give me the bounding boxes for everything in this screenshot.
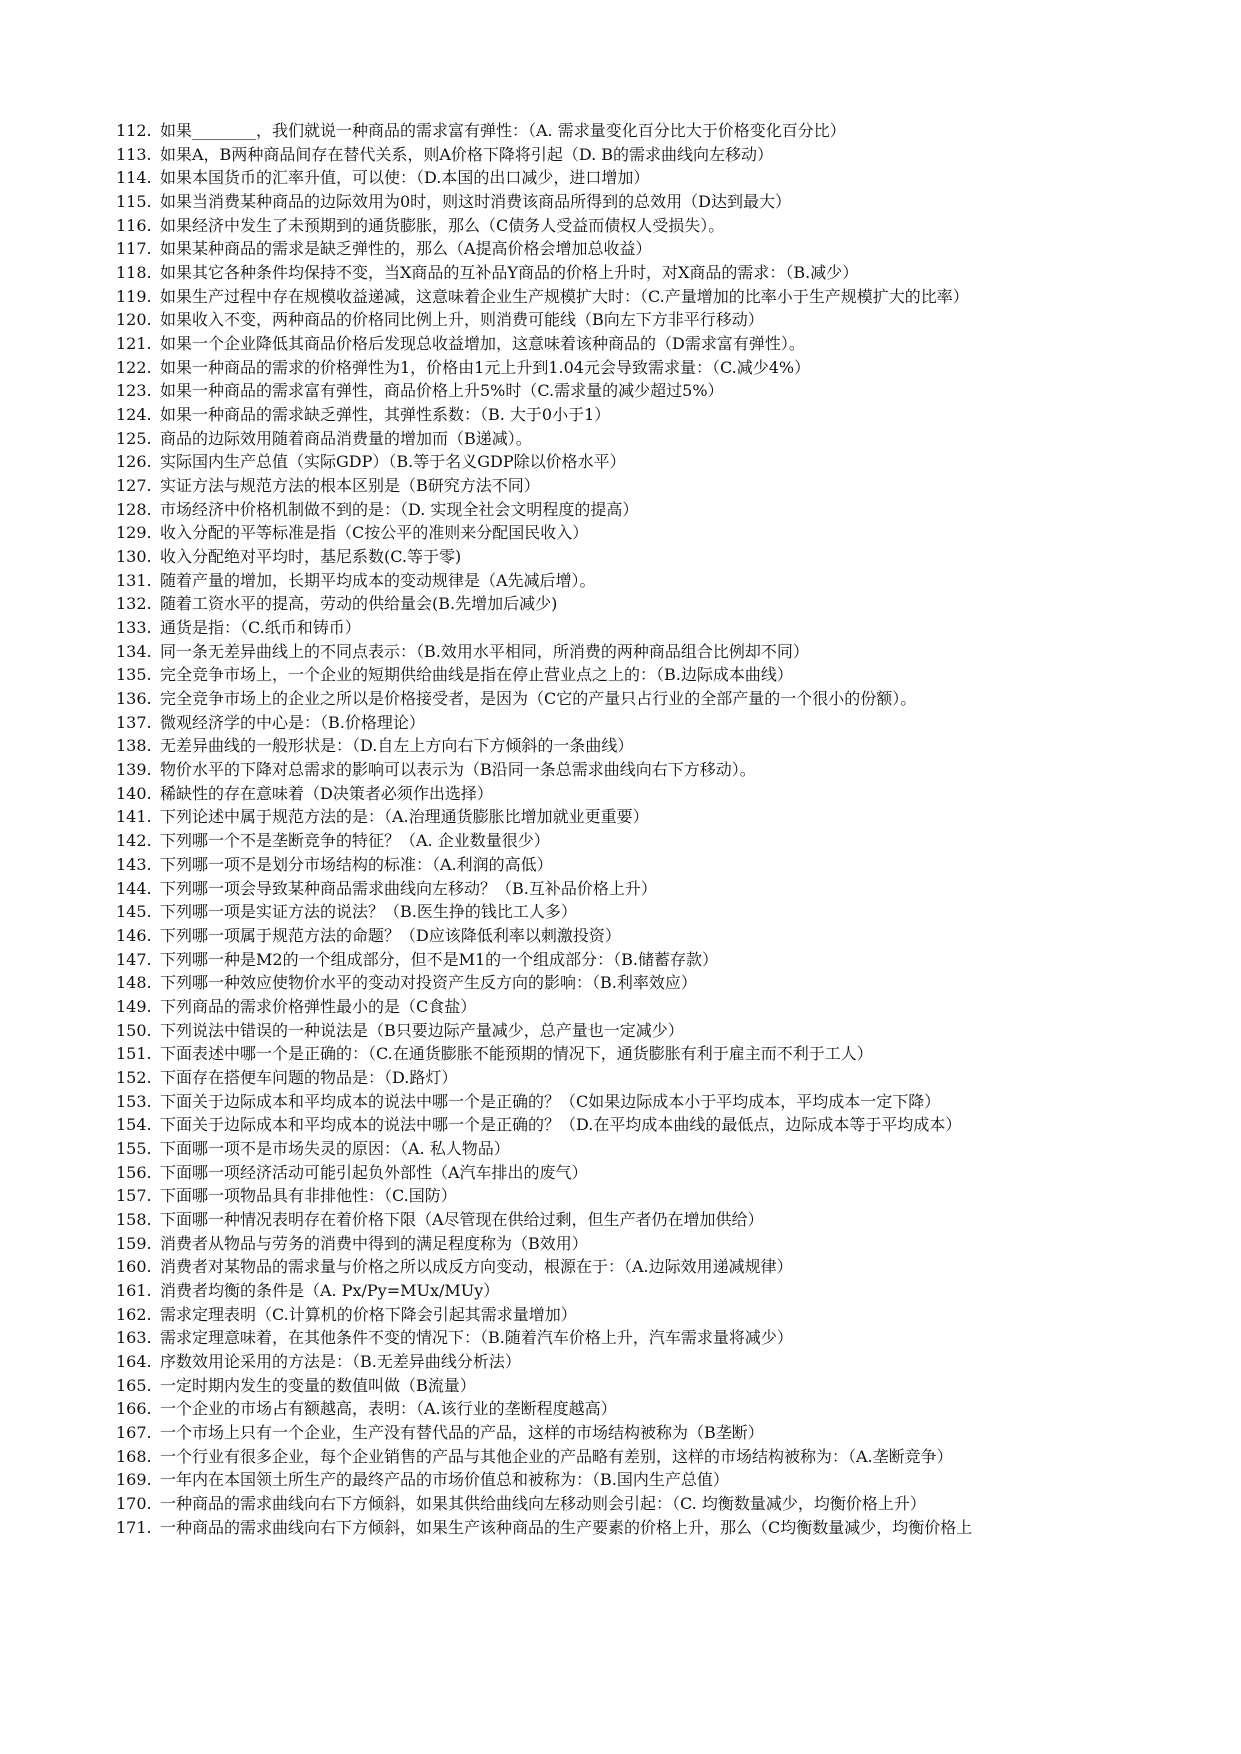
item-number: 139. [116,760,152,780]
item-text: 如果________，我们就说一种商品的需求富有弹性：（A. 需求量变化百分比大于价格变化百分比） [160,121,846,140]
item-number: 153. [116,1091,152,1111]
list-item [116,1326,1226,1350]
list-item [116,1161,1226,1185]
item-number: 159. [116,1233,152,1253]
item-text: 下列哪一项是实证方法的说法？（B.医生挣的钱比工人多） [160,902,577,922]
list-item [116,1232,1226,1256]
list-item [116,592,1226,616]
item-text: 下列哪一项会导致某种商品需求曲线向左移动？（B.互补品价格上升） [160,878,657,898]
item-text: 物价水平的下降对总需求的影响可以表示为（B沿同一条总需求曲线向右下方移动）。 [160,760,756,780]
list-item [116,711,1226,735]
item-text: 如果生产过程中存在规模收益递减，这意味着企业生产规模扩大时：（C.产量增加的比率小于生产规模扩大的比率） [160,286,969,306]
item-number: 122. [116,357,152,377]
item-text: 下列论述中属于规范方法的是：（A.治理通货膨胀比增加就业更重要） [160,807,649,827]
list-item [116,450,1226,474]
list-item [116,379,1226,403]
list-item [116,1397,1226,1421]
item-number: 142. [116,831,152,851]
item-number: 158. [116,1209,152,1229]
item-text: 下面关于边际成本和平均成本的说法中哪一个是正确的？（C如果边际成本小于平均成本，平均成本一定下降） [160,1091,941,1111]
item-number: 140. [116,783,152,803]
item-number: 141. [116,807,152,827]
item-text: 实证方法与规范方法的根本区别是（B研究方法不同） [160,476,540,496]
item-text: 下面哪一项不是市场失灵的原因：（A. 私人物品） [160,1138,510,1158]
list-item [116,663,1226,687]
item-number: 143. [116,854,152,874]
list-item [116,1492,1226,1516]
item-number: 132. [116,594,152,614]
list-item [116,237,1226,261]
item-number: 118. [116,263,152,283]
item-text: 如果一种商品的需求缺乏弹性，其弹性系数：（B. 大于0小于1） [160,405,611,425]
item-number: 130. [116,547,152,567]
item-text: 下列哪一项不是划分市场结构的标准：（A.利润的高低） [160,854,553,874]
list-item [116,734,1226,758]
item-text: 下面关于边际成本和平均成本的说法中哪一个是正确的？（D.在平均成本曲线的最低点，边际成本等于平均成本） [160,1115,962,1135]
item-number: 146. [116,925,152,945]
item-text: 消费者从物品与劳务的消费中得到的满足程度称为（B效用） [160,1233,588,1253]
list-item [116,1445,1226,1469]
item-text: 完全竞争市场上的企业之所以是价格接受者，是因为（C它的产量只占行业的全部产量的一个很小的份额）。 [160,689,917,709]
item-number: 116. [116,215,152,235]
list-item [116,1468,1226,1492]
item-number: 112. [116,121,152,140]
list-item [116,474,1226,498]
list-item [116,1019,1226,1043]
item-number: 148. [116,973,152,993]
item-text: 收入分配绝对平均时，基尼系数(C.等于零) [160,547,462,567]
list-item [116,1137,1226,1161]
item-number: 124. [116,405,152,425]
list-item [116,308,1226,332]
item-text: 下列哪一项属于规范方法的命题？（D应该降低利率以刺激投资） [160,925,621,945]
list-item [116,782,1226,806]
list-item [116,640,1226,664]
item-text: 一个企业的市场占有额越高，表明：（A.该行业的垄断程度越高） [160,1399,617,1419]
list-item [116,853,1226,877]
item-text: 需求定理表明（C.计算机的价格下降会引起其需求量增加） [160,1304,577,1324]
list-item [116,758,1226,782]
item-text: 如果某种商品的需求是缺乏弹性的，那么（A提高价格会增加总收益） [160,239,652,259]
item-number: 155. [116,1138,152,1158]
item-number: 145. [116,902,152,922]
item-number: 134. [116,641,152,661]
list-item [116,616,1226,640]
item-text: 一个行业有很多企业，每个企业销售的产品与其他企业的产品略有差别，这样的市场结构被称为：（A.垄断竞争） [160,1446,953,1466]
list-item [116,900,1226,924]
list-item [116,1255,1226,1279]
item-text: 如果一种商品的需求富有弹性，商品价格上升5%时（C.需求量的减少超过5%） [160,381,724,401]
list-item [116,687,1226,711]
list-item [116,1374,1226,1398]
list-item [116,1303,1226,1327]
item-number: 119. [116,286,152,306]
item-text: 随着工资水平的提高，劳动的供给量会(B.先增加后减少) [160,594,558,614]
list-item [116,1113,1226,1137]
item-text: 消费者对某物品的需求量与价格之所以成反方向变动，根源在于：（A.边际效用递减规律） [160,1257,793,1277]
item-number: 165. [116,1375,152,1395]
item-text: 随着产量的增加，长期平均成本的变动规律是（A先减后增）。 [160,570,596,590]
item-text: 如果其它各种条件均保持不变，当X商品的互补品Y商品的价格上升时，对X商品的需求：（B.减少） [160,263,859,283]
item-text: 下列说法中错误的一种说法是（B只要边际产量减少，总产量也一定减少） [160,1020,684,1040]
list-item [116,521,1226,545]
item-number: 157. [116,1186,152,1206]
item-text: 收入分配的平等标准是指（C按公平的准则来分配国民收入） [160,523,589,543]
item-text: 通货是指：（C.纸币和铸币） [160,618,361,638]
item-text: 一年内在本国领土所生产的最终产品的市场价值总和被称为：（B.国内生产总值） [160,1470,729,1490]
item-text: 下列哪一个不是垄断竞争的特征？（A. 企业数量很少） [160,831,550,851]
list-item [116,1421,1226,1445]
item-number: 150. [116,1020,152,1040]
item-text: 稀缺性的存在意味着（D决策者必须作出选择） [160,783,493,803]
item-text: 完全竞争市场上，一个企业的短期供给曲线是指在停止营业点之上的：（B.边际成本曲线） [160,665,793,685]
item-number: 126. [116,452,152,472]
item-text: 如果一种商品的需求的价格弹性为1，价格由1元上升到1.04元会导致需求量：（C.减少4%） [160,357,811,377]
item-number: 152. [116,1067,152,1087]
item-number: 137. [116,712,152,732]
item-text: 下列哪一种是M2的一个组成部分，但不是M1的一个组成部分：（B.储蓄存款） [160,949,718,969]
item-text: 序数效用论采用的方法是：（B.无差异曲线分析法） [160,1351,521,1371]
list-item [116,285,1226,309]
item-text: 下列商品的需求价格弹性最小的是（C食盐） [160,996,477,1016]
list-item [116,1279,1226,1303]
item-number: 129. [116,523,152,543]
item-number: 162. [116,1304,152,1324]
item-number: 147. [116,949,152,969]
item-text: 一定时期内发生的变量的数值叫做（B流量） [160,1375,476,1395]
list-item [116,1350,1226,1374]
item-number: 125. [116,428,152,448]
item-number: 133. [116,618,152,638]
item-text: 消费者均衡的条件是（A. Px/Py=MUx/MUy） [160,1280,500,1300]
list-item [116,427,1226,451]
item-number: 127. [116,476,152,496]
list-item [116,119,1226,143]
item-number: 171. [116,1517,152,1537]
item-text: 如果经济中发生了未预期到的通货膨胀，那么（C债务人受益而债权人受损失）。 [160,215,725,235]
item-number: 169. [116,1470,152,1490]
item-number: 168. [116,1446,152,1466]
item-number: 170. [116,1493,152,1513]
question-list [116,119,1226,1539]
item-number: 115. [116,192,152,212]
item-text: 同一条无差异曲线上的不同点表示：（B.效用水平相同，所消费的两种商品组合比例却不同） [160,641,809,661]
item-number: 160. [116,1257,152,1277]
item-number: 131. [116,570,152,590]
item-number: 166. [116,1399,152,1419]
list-item [116,403,1226,427]
item-text: 如果A，B两种商品间存在替代关系，则A价格下降将引起（D. B的需求曲线向左移动） [160,144,774,164]
item-text: 下面表述中哪一个是正确的：（C.在通货膨胀不能预期的情况下，通货膨胀有利于雇主而不利于工人） [160,1044,873,1064]
item-text: 下面哪一项经济活动可能引起负外部性（A汽车排出的废气） [160,1162,588,1182]
item-text: 商品的边际效用随着商品消费量的增加而（B递减）。 [160,428,532,448]
item-number: 164. [116,1351,152,1371]
item-number: 113. [116,144,152,164]
list-item [116,1184,1226,1208]
item-number: 144. [116,878,152,898]
item-number: 123. [116,381,152,401]
item-number: 161. [116,1280,152,1300]
item-text: 下面哪一种情况表明存在着价格下限（A尽管现在供给过剩，但生产者仍在增加供给） [160,1209,764,1229]
item-number: 149. [116,996,152,1016]
list-item [116,1066,1226,1090]
list-item [116,877,1226,901]
list-item [116,190,1226,214]
list-item [116,261,1226,285]
item-text: 无差异曲线的一般形状是：（D.自左上方向右下方倾斜的一条曲线） [160,736,634,756]
list-item [116,971,1226,995]
item-text: 下面哪一项物品具有非排他性：（C.国防） [160,1186,457,1206]
list-item [116,214,1226,238]
list-item [116,1090,1226,1114]
list-item [116,569,1226,593]
item-text: 下面存在搭便车问题的物品是：（D.路灯） [160,1067,458,1087]
item-number: 135. [116,665,152,685]
list-item [116,143,1226,167]
list-item [116,1516,1226,1540]
item-text: 微观经济学的中心是：（B.价格理论） [160,712,425,732]
list-item [116,545,1226,569]
item-text: 下列哪一种效应使物价水平的变动对投资产生反方向的影响：（B.利率效应） [160,973,697,993]
item-number: 138. [116,736,152,756]
item-text: 需求定理意味着，在其他条件不变的情况下：（B.随着汽车价格上升，汽车需求量将减少） [160,1328,793,1348]
item-text: 一种商品的需求曲线向右下方倾斜，如果生产该种商品的生产要素的价格上升，那么（C均衡数量减少，均衡价格上 [160,1517,973,1537]
list-item [116,805,1226,829]
item-number: 117. [116,239,152,259]
list-item [116,166,1226,190]
item-text: 一个市场上只有一个企业，生产没有替代品的产品，这样的市场结构被称为（B垄断） [160,1422,764,1442]
item-number: 114. [116,168,152,188]
item-number: 151. [116,1044,152,1064]
item-text: 如果收入不变，两种商品的价格同比例上升，则消费可能线（B向左下方非平行移动） [160,310,764,330]
list-item [116,356,1226,380]
item-number: 154. [116,1115,152,1135]
list-item [116,332,1226,356]
item-text: 如果本国货币的汇率升值，可以使：（D.本国的出口减少，进口增加） [160,168,650,188]
item-number: 120. [116,310,152,330]
list-item [116,1042,1226,1066]
item-text: 市场经济中价格机制做不到的是：（D. 实现全社会文明程度的提高） [160,499,639,519]
item-number: 163. [116,1328,152,1348]
item-text: 一种商品的需求曲线向右下方倾斜，如果其供给曲线向左移动则会引起：（C. 均衡数量减少，均衡价格上升） [160,1493,926,1513]
item-text: 实际国内生产总值（实际GDP）（B.等于名义GDP除以价格水平） [160,452,626,472]
list-item [116,948,1226,972]
list-item [116,498,1226,522]
item-text: 如果一个企业降低其商品价格后发现总收益增加，这意味着该种商品的（D需求富有弹性）。 [160,334,805,354]
item-number: 128. [116,499,152,519]
list-item [116,1208,1226,1232]
list-item [116,829,1226,853]
list-item [116,924,1226,948]
item-text: 如果当消费某种商品的边际效用为0时，则这时消费该商品所得到的总效用（D达到最大） [160,192,792,212]
item-number: 167. [116,1422,152,1442]
item-number: 121. [116,334,152,354]
item-number: 136. [116,689,152,709]
item-number: 156. [116,1162,152,1182]
list-item [116,995,1226,1019]
